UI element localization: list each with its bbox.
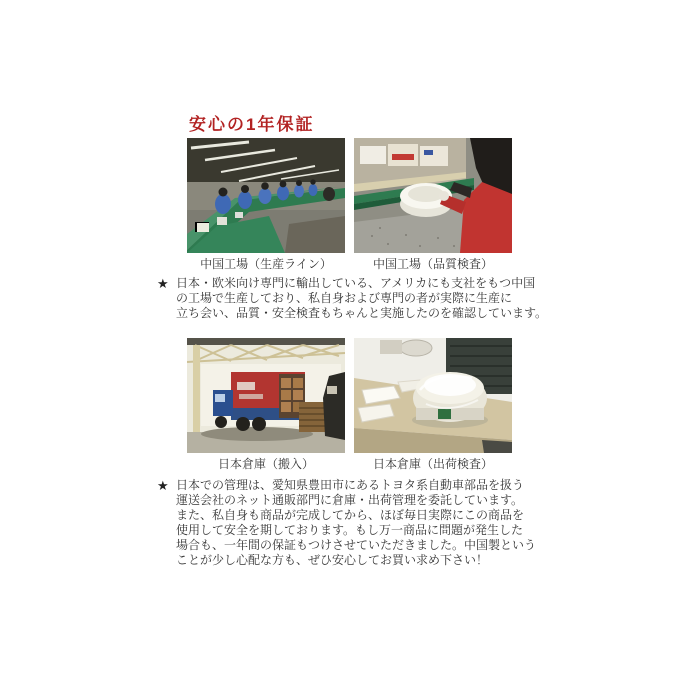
star-bullet: ★	[157, 478, 169, 493]
caption-china-quality-inspection: 中国工場（品質検査）	[372, 257, 493, 271]
paragraph-china-production	[157, 276, 556, 321]
text-line: 運送会社のネット通販部門に倉庫・出荷管理を委託しています。	[176, 493, 524, 507]
bubble-wrapped-product	[412, 372, 488, 428]
text-line: ことが少し心配な方も、ぜひ安心してお買い求め下さい！	[176, 553, 489, 567]
paragraph-japan-text	[176, 478, 556, 568]
caption-japan-shipping-inspection: 日本倉庫（出荷検査）	[372, 457, 493, 471]
star-bullet: ★	[157, 276, 169, 291]
text-line: の工場で生産しており、私自身および専門の者が実際に生産に	[176, 291, 513, 305]
caption-japan-carry-in: 日本倉庫（搬入）	[217, 457, 314, 471]
japan-warehouse-truck-illustration	[187, 338, 345, 453]
photo-china-quality-inspection	[354, 138, 512, 253]
page-title: 安心の1年保証	[189, 115, 315, 134]
paragraph-china-text	[176, 276, 556, 321]
text-line: 日本・欧米向け専門に輸出している、アメリカにも支社をもつ中国	[176, 276, 536, 290]
paragraph-japan-management	[157, 478, 556, 568]
text-line: 場合も、一年間の保証もつけさせていただきました。中国製という	[176, 538, 537, 552]
caption-china-production-line: 中国工場（生産ライン）	[200, 257, 332, 271]
text-line: 使用して安全を期しております。もし万一商品に問題が発生した	[176, 523, 524, 537]
warehouse-roof-edge	[187, 338, 345, 345]
photo-japan-warehouse-carry-in	[187, 338, 345, 453]
text-line: 日本での管理は、愛知県豊田市にあるトヨタ系自動車部品を扱う	[176, 478, 525, 492]
photo-china-production-line	[187, 138, 345, 253]
warehouse-column	[193, 345, 200, 447]
text-line: また、私自身も商品が完成してから、ほぼ毎日実際にこの商品を	[176, 508, 525, 522]
china-production-line-illustration	[187, 138, 345, 253]
japan-shipping-inspection-illustration	[354, 338, 512, 453]
photo-japan-shipping-inspection	[354, 338, 512, 453]
text-line: 立ち会い、品質・安全検査もちゃんと実施したのを確認しています。	[176, 306, 548, 320]
china-quality-inspection-illustration	[354, 138, 512, 253]
background-items	[380, 340, 432, 356]
